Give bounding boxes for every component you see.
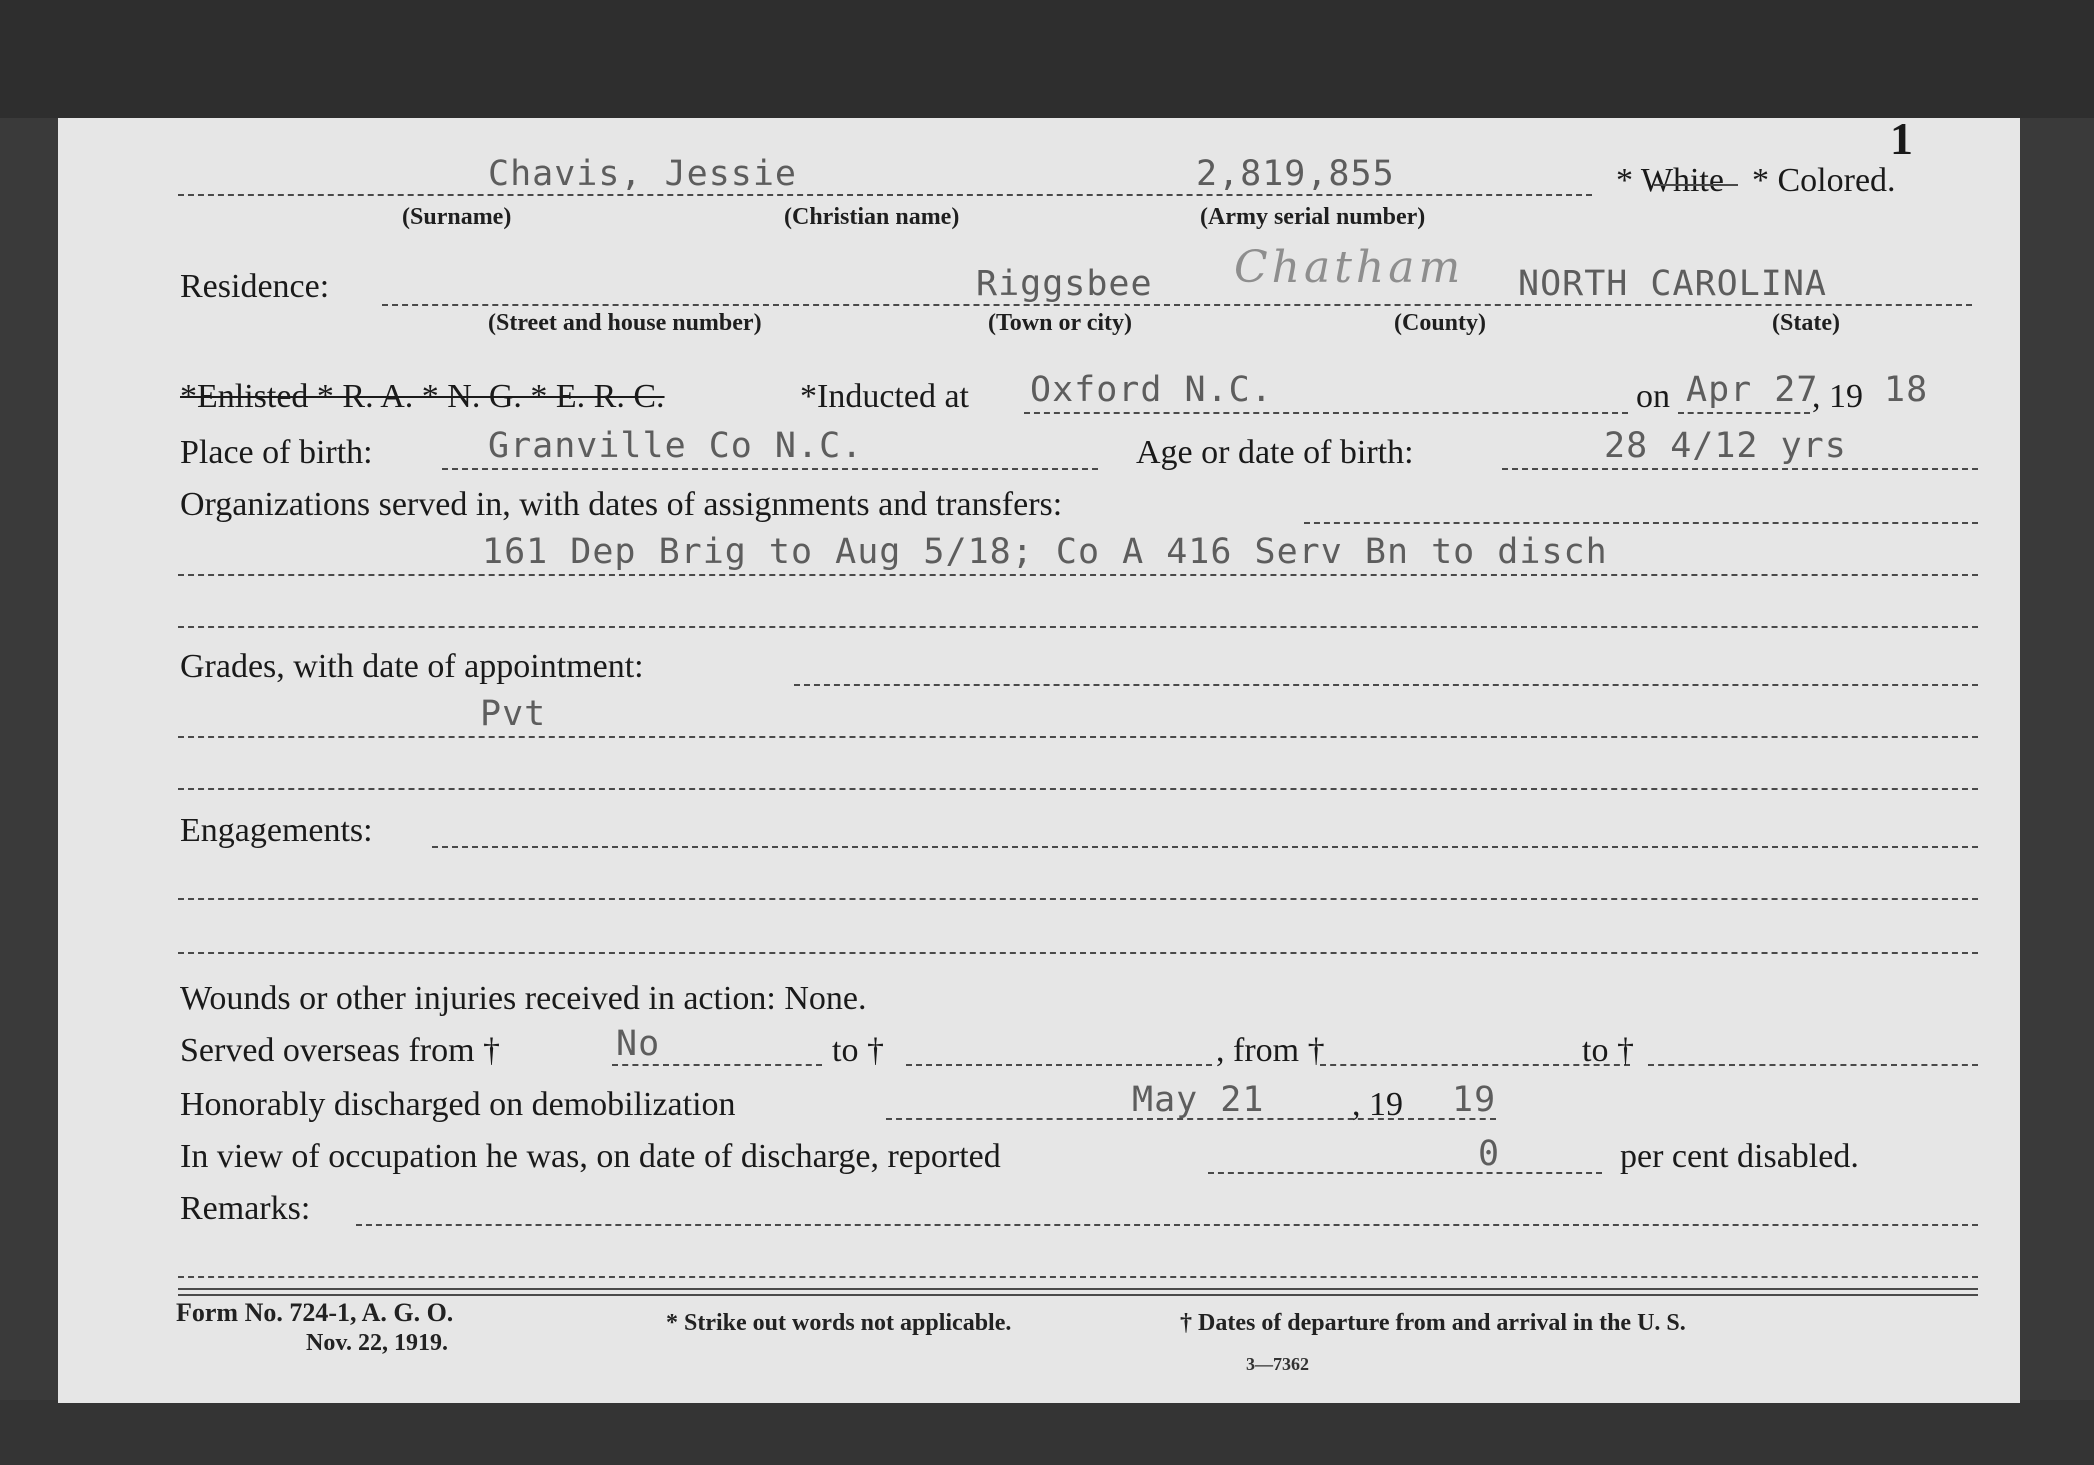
name-line <box>178 194 1592 196</box>
footer-rule-2 <box>178 1294 1978 1296</box>
disability-label: In view of occupation he was, on date of discharge, reported <box>180 1138 1001 1175</box>
disability-suffix: per cent disabled. <box>1620 1138 1859 1175</box>
form-date: Nov. 22, 1919. <box>306 1330 449 1356</box>
surname-caption: (Surname) <box>402 204 512 230</box>
discharge-label: Honorably discharged on demobilization <box>180 1086 736 1123</box>
disability-line <box>1208 1172 1602 1174</box>
wounds-label: Wounds or other injuries received in action: None. <box>180 980 867 1017</box>
dates-note: † Dates of departure from and arrival in the U. S. <box>1180 1310 1686 1336</box>
discharge-year-prefix: , 19 <box>1352 1086 1403 1123</box>
organizations-line-1 <box>1304 522 1978 524</box>
place-of-birth-label: Place of birth: <box>180 434 373 471</box>
white-strike <box>1654 184 1738 186</box>
grades-line-2 <box>178 736 1978 738</box>
overseas-from-label-2: , from † <box>1216 1032 1325 1069</box>
served-overseas-value: No <box>616 1024 661 1064</box>
form-number: Form No. 724-1, A. G. O. <box>176 1298 454 1327</box>
print-code: 3—7362 <box>1246 1354 1309 1374</box>
engagements-label: Engagements: <box>180 812 373 849</box>
grades-value: Pvt <box>480 694 547 734</box>
organizations-label: Organizations served in, with dates of assignments and transfers: <box>180 486 1063 523</box>
colored-label: * Colored. <box>1752 162 1896 199</box>
age-value: 28 4/12 yrs <box>1604 426 1847 466</box>
overseas-to-label-1: to † <box>832 1032 884 1069</box>
overseas-from-line <box>612 1064 822 1066</box>
organizations-line-2 <box>178 574 1978 576</box>
grades-line-3 <box>178 788 1978 790</box>
overseas-to-label-2: to † <box>1582 1032 1634 1069</box>
place-of-birth-value: Granville Co N.C. <box>488 426 864 466</box>
engagements-line-1 <box>432 846 1978 848</box>
engagements-line-3 <box>178 952 1978 954</box>
service-record-card <box>58 113 2020 1403</box>
residence-label: Residence: <box>180 268 330 305</box>
card-number: 1 <box>1890 113 1913 164</box>
age-label: Age or date of birth: <box>1136 434 1414 471</box>
induction-date-line <box>1678 412 1810 414</box>
scanner-background-bottom <box>0 1400 2094 1465</box>
white-option <box>1616 162 1724 200</box>
state-caption: (State) <box>1772 310 1840 336</box>
place-of-birth-line <box>442 468 1098 470</box>
remarks-label: Remarks: <box>180 1190 311 1227</box>
residence-line <box>382 304 1972 306</box>
disability-value: 0 <box>1478 1134 1501 1174</box>
remarks-line-1 <box>356 1224 1978 1226</box>
organizations-line-3 <box>178 626 1978 628</box>
overseas-to-line-1 <box>906 1064 1212 1066</box>
age-line <box>1502 468 1978 470</box>
remarks-line-2 <box>178 1276 1978 1278</box>
discharge-year-value: 19 <box>1452 1080 1497 1120</box>
serial-caption: (Army serial number) <box>1200 204 1426 230</box>
serial-value: 2,819,855 <box>1196 154 1395 194</box>
town-caption: (Town or city) <box>988 310 1132 336</box>
grades-label: Grades, with date of appointment: <box>180 648 644 685</box>
surname-value: Chavis, Jessie <box>488 154 798 194</box>
organizations-value: 161 Dep Brig to Aug 5/18; Co A 416 Serv Bn to disch <box>482 532 1608 572</box>
discharge-date-value: May 21 <box>1132 1080 1265 1120</box>
footer-rule-1 <box>178 1288 1978 1290</box>
christian-name-caption: (Christian name) <box>784 204 960 230</box>
county-caption: (County) <box>1394 310 1487 336</box>
overseas-to-line-2 <box>1648 1064 1978 1066</box>
inducted-line <box>1024 412 1628 414</box>
white-label: * White <box>1616 162 1724 199</box>
scanner-background-top <box>0 0 2094 118</box>
enlistment-options-struck: *Enlisted * R. A. * N. G. * E. R. C. <box>180 378 665 415</box>
inducted-label: *Inducted at <box>800 378 969 415</box>
on-label: on <box>1636 378 1670 415</box>
street-caption: (Street and house number) <box>488 310 762 336</box>
strike-note: * Strike out words not applicable. <box>666 1310 1012 1336</box>
induction-year-prefix: , 19 <box>1812 378 1863 415</box>
inducted-value: Oxford N.C. <box>1030 370 1273 410</box>
state-value: NORTH CAROLINA <box>1518 264 1828 304</box>
induction-year-value: 18 <box>1884 370 1929 410</box>
town-value: Riggsbee <box>976 264 1153 304</box>
engagements-line-2 <box>178 898 1978 900</box>
grades-line-1 <box>794 684 1978 686</box>
served-overseas-label: Served overseas from † <box>180 1032 501 1069</box>
county-value: Chatham <box>1234 242 1465 293</box>
induction-date-value: Apr 27 <box>1686 370 1819 410</box>
